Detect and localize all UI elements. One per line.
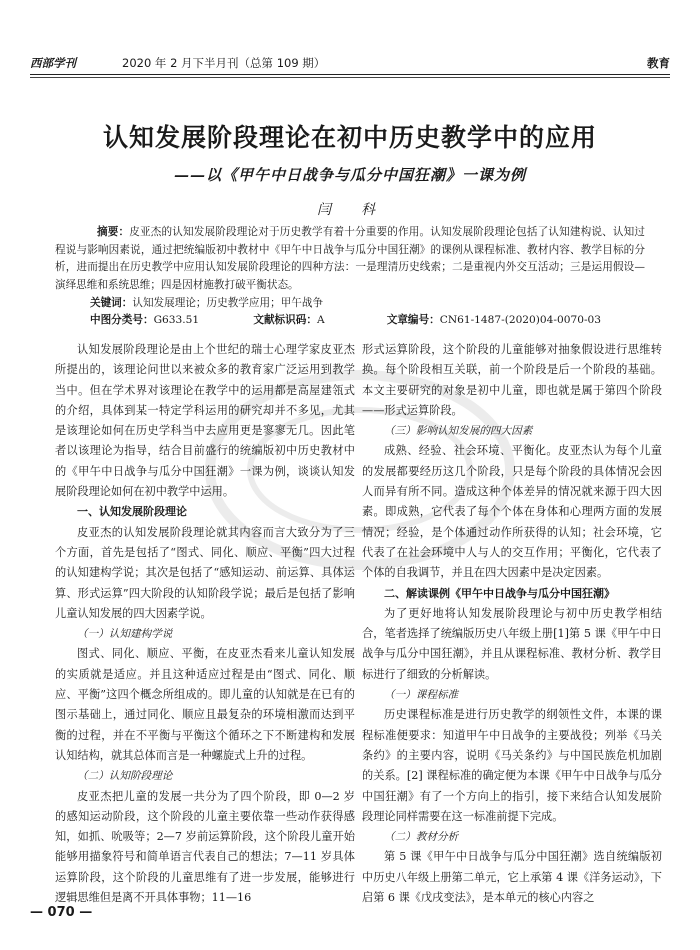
article-title: 认知发展阶段理论在初中历史教学中的应用	[102, 123, 597, 152]
intro-paragraph: 认知发展阶段理论是由上个世纪的瑞士心理学家皮亚杰所提出的，该理论问世以来被众多的教育家广泛运用到教学当中。但在学术界对该理论在教学中的运用都是高屋建瓴式的介绍，具体到某一特定学科运用的研究却并不多见，尤其是该理论如何在历史学科当中去应用更是寥寥无几。因此笔者以该理论为指导，结合目前盛行的统编版初中历史教材中的《甲午中日战争与瓜分中国狂潮》一课为例，谈谈认知发展阶段理论如何在初中教学中运用。	[55, 343, 355, 499]
subsection-heading: （二）认知阶段理论	[77, 770, 173, 783]
subsection-heading: （一）认知建构学说	[77, 628, 173, 641]
keywords-label: 关键词：	[90, 297, 133, 309]
doc-value: A	[316, 314, 325, 326]
section-heading-2: 二、解读课例《甲午中日战争与瓜分中国狂潮》	[384, 586, 615, 600]
right-column	[362, 340, 662, 908]
issue-info: 2020 年 2 月下半月刊（总第 109 期）	[122, 56, 326, 70]
abstract-label: 摘要：	[97, 226, 130, 238]
paragraph: 图式、同化、顺应、平衡，在皮亚杰看来儿童认知发展的实质就是适应。并且这种适应过程是由“图式、同化、顺应、平衡”这四个概念所组成的。即儿童的认知就是在已有的图示基础上，通过同化、顺应且最复杂的环境相激而达到平衡的过程，并在不平衡与平衡这个循环之下不断建构和发展认知结构，就其总体而言是一种螺旋式上升的过程。	[55, 647, 355, 762]
art-value: CN61-1487-(2020)04-0070-03	[439, 314, 601, 326]
paragraph: 皮亚杰把儿童的发展一共分为了四个阶段，即 0—2 岁的感知运动阶段，这个阶段的儿童主要依靠一些动作获得感知，如抓、吮吸等；2—7 岁前运算阶段，这个阶段儿童开始能够用描象符号和简单语言代表自己的想法；7—11 岁具体运算阶段，这个阶段的儿童思维有了进一步发展，能够进行逻辑思维但是离不开具体事物；11—16	[55, 789, 355, 905]
header-rule	[30, 74, 670, 75]
header-rule-thin	[30, 77, 670, 78]
paragraph: 形式运算阶段，这个阶段的儿童能够对抽象假设进行思维转换。每个阶段相互关联，前一个阶段是后一个阶段的基础。本文主要研究的对象是初中儿童，即也就是属于第四个阶段——形式运算阶段。	[362, 343, 662, 417]
section-label: 教育	[647, 56, 670, 70]
cls-value: G633.51	[153, 314, 200, 326]
subsection-heading: （三）影响认知发展的四大因素	[384, 425, 533, 438]
section-heading-1: 一、认知发展阶段理论	[77, 505, 187, 519]
article-subtitle: ——以《甲午中日战争与瓜分中国狂潮》一课为例	[173, 166, 526, 184]
paragraph: 成熟、经验、社会环境、平衡化。皮亚杰认为每个儿童的发展都要经历这几个阶段，只是每个阶段的具体情况会因人而异有所不同。造成这种个体差异的情况就来源于四大因素。即成熟，它代表了每个个体在身体和心理两方面的发展情况；经验，是个体通过动作所获得的认知；社会环境，它代表了在社会环境中人与人的交互作用；平衡化，它代表了个体的自我调节，并且在四大因素中是决定因素。	[362, 444, 662, 580]
paragraph: 历史课程标准是进行历史教学的纲领性文件，本课的课程标准便要求：知道甲午中日战争的主要战役；列举《马关条约》的主要内容，说明《马关条约》与中国民族危机加剧的关系。[2] 课程标准的确定便为本课《甲午中日战争与瓜分中国狂潮》有了一个方向上的指引，接下来结合认知发展阶段理论同样需要在这一标准前提下完成。	[362, 708, 662, 823]
running-header	[30, 53, 670, 73]
classification-line	[90, 312, 650, 327]
left-column	[55, 340, 355, 908]
subsection-heading: （一）课程标准	[384, 689, 459, 702]
journal-name: 西部学刊	[30, 56, 76, 70]
cls-label: 中图分类号：	[90, 314, 154, 326]
abstract	[55, 224, 645, 294]
keywords-text: 认知发展理论；历史教学应用；甲午战争	[132, 297, 324, 309]
author-name: 闫 科	[317, 202, 383, 218]
art-label: 文章编号：	[386, 314, 440, 326]
paragraph: 皮亚杰的认知发展阶段理论就其内容而言大致分为了三个方面，首先是包括了“图式、同化、顺应、平衡”四大过程的认知建构学说；其次是包括了“感知运动、前运算、具体运算、形式运算”四大阶段的认知阶段学说；最后是包括了影响儿童认知发展的四大因素学说。	[55, 525, 355, 620]
subsection-heading: （二）教材分析	[384, 831, 459, 844]
paragraph: 第 5 课《甲午中日战争与瓜分中国狂潮》选自统编版初中历史八年级上册第二单元，它上承第 4 课《洋务运动》，下启第 6 课《戊戌变法》，是本单元的核心内容之	[362, 850, 662, 905]
abstract-text: 皮亚杰的认知发展阶段理论对于历史教学有着十分重要的作用。认知发展阶段理论包括了认知建构说、认知过程说与影响因素说，通过把统编版初中教材中《甲午中日战争与瓜分中国狂潮》的课例从课程标准、教材内容、教学目标的分析，进而提出在历史教学中应用认知发展阶段理论的四种方法：一是理清历史线索；二是重视内外交互活动；三是运用假设—演绎思维和系统思维；四是因材施教打破平衡状态。	[55, 226, 646, 291]
doc-label: 文献标识码：	[253, 314, 317, 326]
paragraph: 为了更好地将认知发展阶段理论与初中历史教学相结合，笔者选择了统编版历史八年级上册[1]第 5 课《甲午中日战争与瓜分中国狂潮》，并且从课程标准、教材分析、教学目标进行了细致的分析解读。	[362, 606, 662, 681]
keywords	[90, 295, 323, 310]
page-number: — 070 —	[30, 905, 93, 920]
